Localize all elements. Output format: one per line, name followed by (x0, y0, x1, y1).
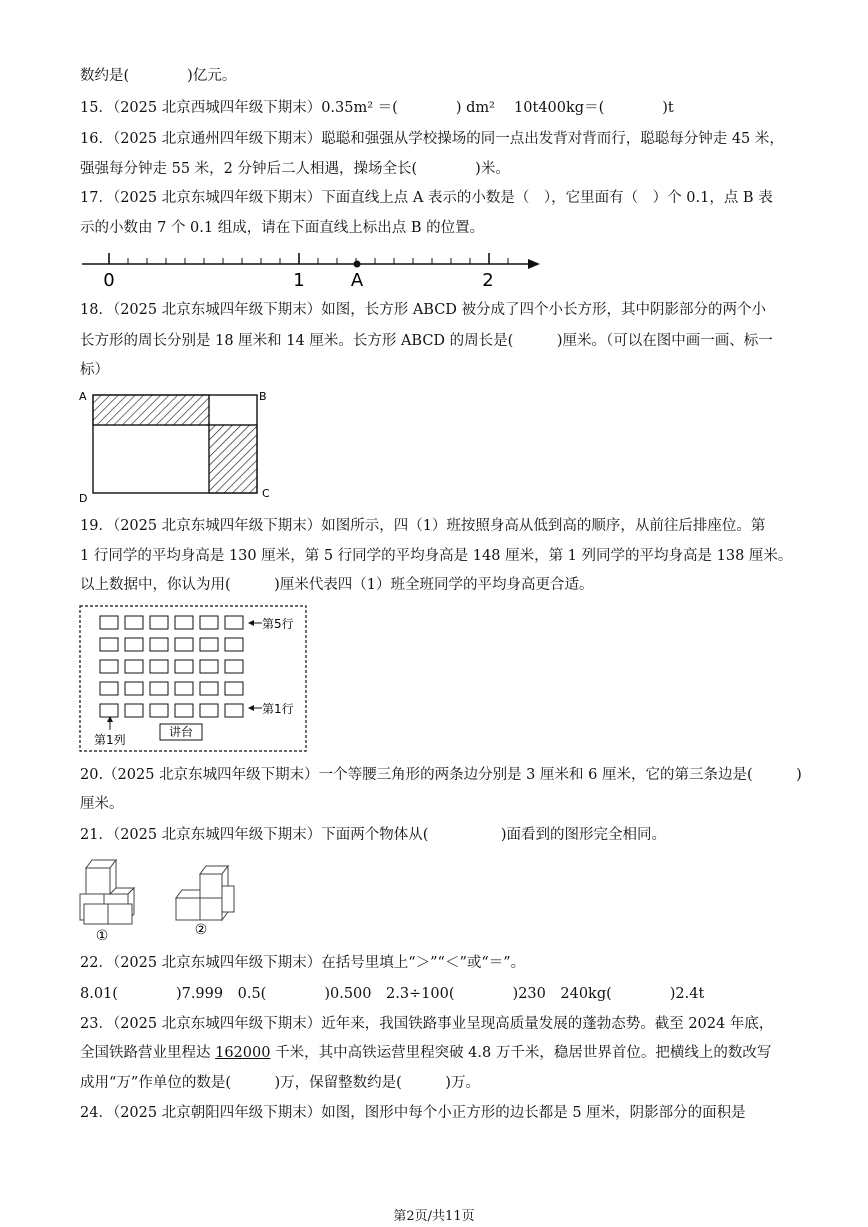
seat-box (225, 638, 243, 651)
seat-box (175, 704, 193, 717)
question-19-line2: 1 行同学的平均身高是 130 厘米，第 5 行同学的平均身高是 148 厘米，第 1 列同学的平均身高是 138 厘米。 (80, 548, 793, 564)
seat-box (225, 682, 243, 695)
vertex-c: C (262, 487, 270, 500)
point-a-dot (354, 261, 361, 268)
vertex-b: B (259, 390, 267, 403)
question-20-line2: 厘米。 (80, 796, 124, 812)
seat-box (175, 616, 193, 629)
tick-label-1: 1 (293, 270, 305, 291)
tick-label-0: 0 (103, 270, 115, 291)
page-footer: 第2页/共11页 (393, 1209, 475, 1224)
number-line-figure (78, 250, 548, 292)
shaded-rect-top (93, 395, 209, 425)
q23-text-b: 千米，其中高铁运营里程突破 4.8 万千米，稳居世界首位。把横线上的数改写 (270, 1045, 772, 1061)
seat-box (175, 660, 193, 673)
question-19-line1: 19．（2025 北京东城四年级下期末）如图所示，四（1）班按照身高从低到高的顺序，从前往后排座位。第 (80, 518, 766, 534)
question-17-line2: 示的小数由 7 个 0.1 组成，请在下面直线上标出点 B 的位置。 (80, 220, 485, 236)
podium-label: 讲台 (168, 725, 194, 739)
seat-box (150, 682, 168, 695)
seat-box (100, 638, 118, 651)
seat-box (150, 704, 168, 717)
vertex-a: A (79, 390, 87, 403)
seat-box (150, 638, 168, 651)
question-23-line3: 成用“万”作单位的数是( )万，保留整数约是( )万。 (80, 1075, 480, 1091)
object-2-label: ② (194, 922, 208, 938)
seat-box (100, 704, 118, 717)
seat-box (225, 660, 243, 673)
question-18-line2: 长方形的周长分别是 18 厘米和 14 厘米。长方形 ABCD 的周长是( )厘米。（可以在图中画一画、标一 (80, 333, 773, 349)
seat-box (175, 638, 193, 651)
shaded-rect-right (209, 425, 257, 493)
question-23-line1: 23．（2025 北京东城四年级下期末）近年来，我国铁路事业呈现高质量发展的蓬勃态势。截至 2024 年底， (80, 1016, 774, 1032)
seat-box (100, 660, 118, 673)
row-1-label: 第1行 (262, 702, 294, 716)
point-a-label: A (350, 270, 364, 291)
seat-box (125, 704, 143, 717)
question-24-line1: 24．（2025 北京朝阳四年级下期末）如图，图形中每个小正方形的边长都是 5 厘米，阴影部分的面积是 (80, 1105, 746, 1121)
tick-label-2: 2 (482, 270, 494, 291)
rectangle-abcd-figure (76, 386, 282, 504)
seating-chart-figure (78, 604, 310, 754)
column-1-label: 第1列 (94, 733, 126, 747)
question-16-line2: 强强每分钟走 55 米，2 分钟后二人相遇，操场全长( )米。 (80, 161, 510, 177)
question-22-line2: 8.01( )7.999 0.5( )0.500 2.3÷100( )230 240kg( )2.4t (80, 986, 705, 1002)
seat-box (200, 660, 218, 673)
seat-box (125, 660, 143, 673)
question-18-line1: 18．（2025 北京东城四年级下期末）如图，长方形 ABCD 被分成了四个小长方形，其中阴影部分的两个小 (80, 302, 767, 318)
question-17-line1: 17．（2025 北京东城四年级下期末）下面直线上点 A 表示的小数是（ ），它里面有（ ）个 0.1，点 B 表 (80, 190, 773, 206)
question-16-line1: 16．（2025 北京通州四年级下期末）聪聪和强强从学校操场的同一点出发背对背而行，聪聪每分钟走 45 米， (80, 131, 784, 147)
q23-text-a: 全国铁路营业里程达 (80, 1045, 216, 1061)
object-1-label: ① (95, 928, 109, 944)
seat-box (100, 616, 118, 629)
seat-box (200, 704, 218, 717)
seat-box (200, 638, 218, 651)
q23-underlined-number: 162000 (215, 1045, 271, 1061)
q14-tail: 数约是( )亿元。 (80, 68, 237, 84)
question-22-line1: 22．（2025 北京东城四年级下期末）在括号里填上“＞”“＜”或“＝”。 (80, 955, 526, 971)
question-18-line3: 标） (80, 362, 109, 378)
seat-box (125, 616, 143, 629)
question-15: 15．（2025 北京西城四年级下期末）0.35m² ＝( ) dm² 10t400kg＝( )t (80, 100, 674, 116)
seat-box (100, 682, 118, 695)
row-5-label: 第5行 (262, 617, 294, 631)
vertex-d: D (79, 492, 88, 504)
seat-box (200, 616, 218, 629)
seat-box (150, 660, 168, 673)
seat-box (150, 616, 168, 629)
seat-box (125, 638, 143, 651)
question-19-line3: 以上数据中，你认为用( )厘米代表四（1）班全班同学的平均身高更合适。 (80, 577, 594, 593)
seat-box (225, 704, 243, 717)
cubes-figure (76, 852, 256, 944)
seat-box (175, 682, 193, 695)
seat-box (125, 682, 143, 695)
seat-box (200, 682, 218, 695)
question-23-line2 (80, 1043, 771, 1063)
question-20-line1: 20.（2025 北京东城四年级下期末）一个等腰三角形的两条边分别是 3 厘米和 6 厘米，它的第三条边是( ) (80, 767, 802, 783)
seat-box (225, 616, 243, 629)
question-21: 21．（2025 北京东城四年级下期末）下面两个物体从( )面看到的图形完全相同。 (80, 827, 667, 843)
